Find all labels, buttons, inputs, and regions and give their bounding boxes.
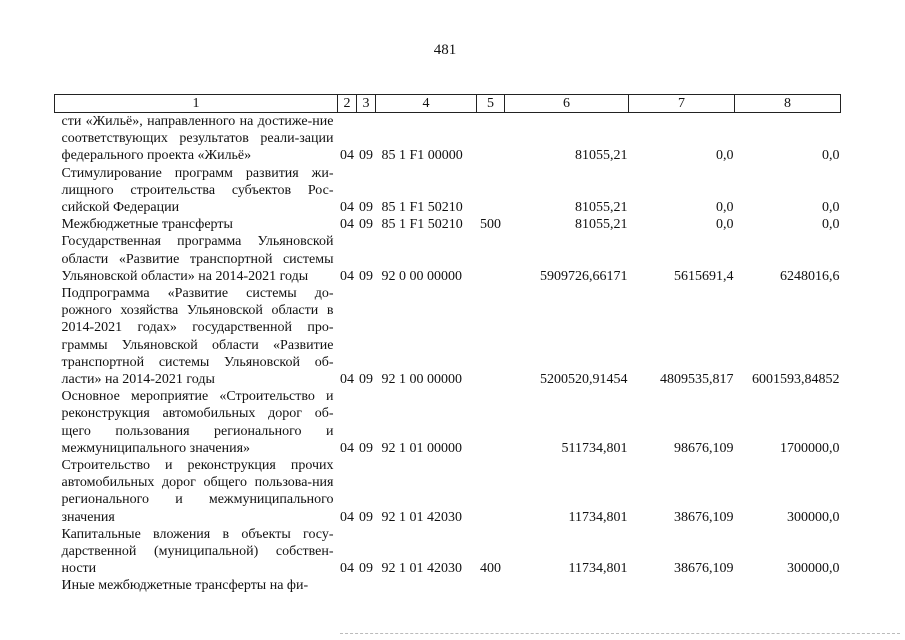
- row-csr: 92 1 01 00000: [381, 440, 462, 456]
- row-amount-col7: 0,0: [716, 200, 734, 216]
- scan-edge-artifact: [340, 633, 900, 636]
- row-vr: [477, 388, 505, 457]
- table-row: [55, 388, 841, 457]
- header-col-5: 5: [477, 95, 505, 113]
- row-name: Подпрограмма «Развитие системы до-рожного хозяйства Ульяновской области в 2014-2021 годах» государственной про-граммы Ульяновской области «Развитие транспортной системы Ульяновской об-ласти» на 2014-2021 годы: [61, 286, 334, 388]
- row-name: Строительство и реконструкция прочих автомобильных дорог общего пользова-ния регионального и межмуниципального значения: [61, 458, 334, 525]
- row-amount-col6: [505, 577, 629, 594]
- row-amount-col7: 38676,109: [674, 509, 734, 525]
- header-col-8: 8: [735, 95, 841, 113]
- row-csr: 85 1 F1 00000: [381, 148, 463, 164]
- table-row: [55, 216, 841, 233]
- row-amount-col6: 11734,801: [568, 561, 628, 577]
- header-col-1: 1: [55, 95, 338, 113]
- table-row: [55, 165, 841, 217]
- row-rz: 04: [340, 561, 354, 577]
- row-pr: 09: [359, 440, 373, 456]
- row-amount-col7: 5615691,4: [674, 268, 734, 284]
- row-vr: 400: [480, 561, 501, 577]
- row-amount-col8: 0,0: [822, 217, 840, 233]
- row-vr: [477, 113, 505, 165]
- row-name: сти «Жильё», направленного на достиже-ние соответствующих результатов реали-зации федерального проекта «Жильё»: [61, 114, 334, 164]
- row-pr: [357, 577, 376, 594]
- table-row: [55, 285, 841, 388]
- row-amount-col6: 81055,21: [575, 200, 628, 216]
- row-amount-col8: 6248016,6: [780, 268, 840, 284]
- row-amount-col8: 300000,0: [787, 561, 840, 577]
- row-name: Основное мероприятие «Строительство и реконструкция автомобильных дорог об-щего пользования регионального и межмуниципального значения»: [61, 389, 334, 456]
- row-rz: 04: [340, 217, 354, 233]
- row-rz: 04: [340, 509, 354, 525]
- row-amount-col6: 81055,21: [575, 148, 628, 164]
- row-amount-col6: 5200520,91454: [540, 372, 628, 388]
- row-amount-col7: 98676,109: [674, 440, 734, 456]
- row-name: Капитальные вложения в объекты госу-дарственной (муниципальной) собствен-ности: [61, 526, 334, 577]
- row-pr: 09: [359, 148, 373, 164]
- table-row: [55, 526, 841, 578]
- row-csr: 92 0 00 00000: [381, 268, 462, 284]
- header-row: [55, 95, 841, 113]
- row-amount-col7: 4809535,817: [660, 372, 734, 388]
- row-csr: 92 1 01 42030: [381, 509, 462, 525]
- row-csr: 85 1 F1 50210: [381, 200, 463, 216]
- header-col-6: 6: [505, 95, 629, 113]
- row-pr: 09: [359, 509, 373, 525]
- row-amount-col8: 1700000,0: [780, 440, 840, 456]
- row-csr: [376, 577, 477, 594]
- row-name: Межбюджетные трансферты: [61, 217, 233, 233]
- row-name: Государственная программа Ульяновской области «Развитие транспортной системы Ульяновской области» на 2014-2021 годы: [61, 234, 334, 284]
- table-row: [55, 113, 841, 165]
- row-name: Стимулирование программ развития жи-лищного строительства субъектов Рос-сийской Федерации: [61, 165, 334, 216]
- row-vr: [477, 165, 505, 217]
- row-pr: 09: [359, 200, 373, 216]
- header-col-4: 4: [376, 95, 477, 113]
- header-col-2: 2: [338, 95, 357, 113]
- page-number: 481: [433, 42, 457, 58]
- row-rz: [338, 577, 357, 594]
- row-amount-col7: [629, 577, 735, 594]
- row-rz: 04: [340, 440, 354, 456]
- table-header: [55, 95, 841, 113]
- row-amount-col8: 0,0: [822, 200, 840, 216]
- row-amount-col8: 300000,0: [787, 509, 840, 525]
- row-csr: 85 1 F1 50210: [381, 217, 463, 233]
- header-col-7: 7: [629, 95, 735, 113]
- table-row: [55, 233, 841, 285]
- table-row: [55, 577, 841, 594]
- row-amount-col7: 0,0: [716, 217, 734, 233]
- row-pr: 09: [359, 372, 373, 388]
- row-vr: [477, 233, 505, 285]
- row-rz: 04: [340, 200, 354, 216]
- row-vr: [477, 457, 505, 526]
- row-amount-col7: 38676,109: [674, 561, 734, 577]
- row-amount-col6: 11734,801: [568, 509, 628, 525]
- budget-table: [54, 94, 841, 595]
- row-amount-col6: 511734,801: [561, 440, 628, 456]
- row-pr: 09: [359, 561, 373, 577]
- row-rz: 04: [340, 372, 354, 388]
- row-pr: 09: [359, 217, 373, 233]
- row-vr: 500: [480, 217, 501, 233]
- row-vr: [477, 285, 505, 388]
- row-amount-col6: 81055,21: [575, 217, 628, 233]
- row-rz: 04: [340, 268, 354, 284]
- table-body: [55, 113, 841, 595]
- row-amount-col7: 0,0: [716, 148, 734, 164]
- row-name: Иные межбюджетные трансферты на фи-: [61, 578, 309, 594]
- row-amount-col6: 5909726,66171: [540, 268, 628, 284]
- row-csr: 92 1 01 42030: [381, 561, 462, 577]
- row-amount-col8: 6001593,84852: [752, 372, 840, 388]
- row-vr: [477, 577, 505, 594]
- row-amount-col8: [735, 577, 841, 594]
- header-col-3: 3: [357, 95, 376, 113]
- row-pr: 09: [359, 268, 373, 284]
- row-csr: 92 1 00 00000: [381, 372, 462, 388]
- row-rz: 04: [340, 148, 354, 164]
- table-row: [55, 457, 841, 526]
- row-amount-col8: 0,0: [822, 148, 840, 164]
